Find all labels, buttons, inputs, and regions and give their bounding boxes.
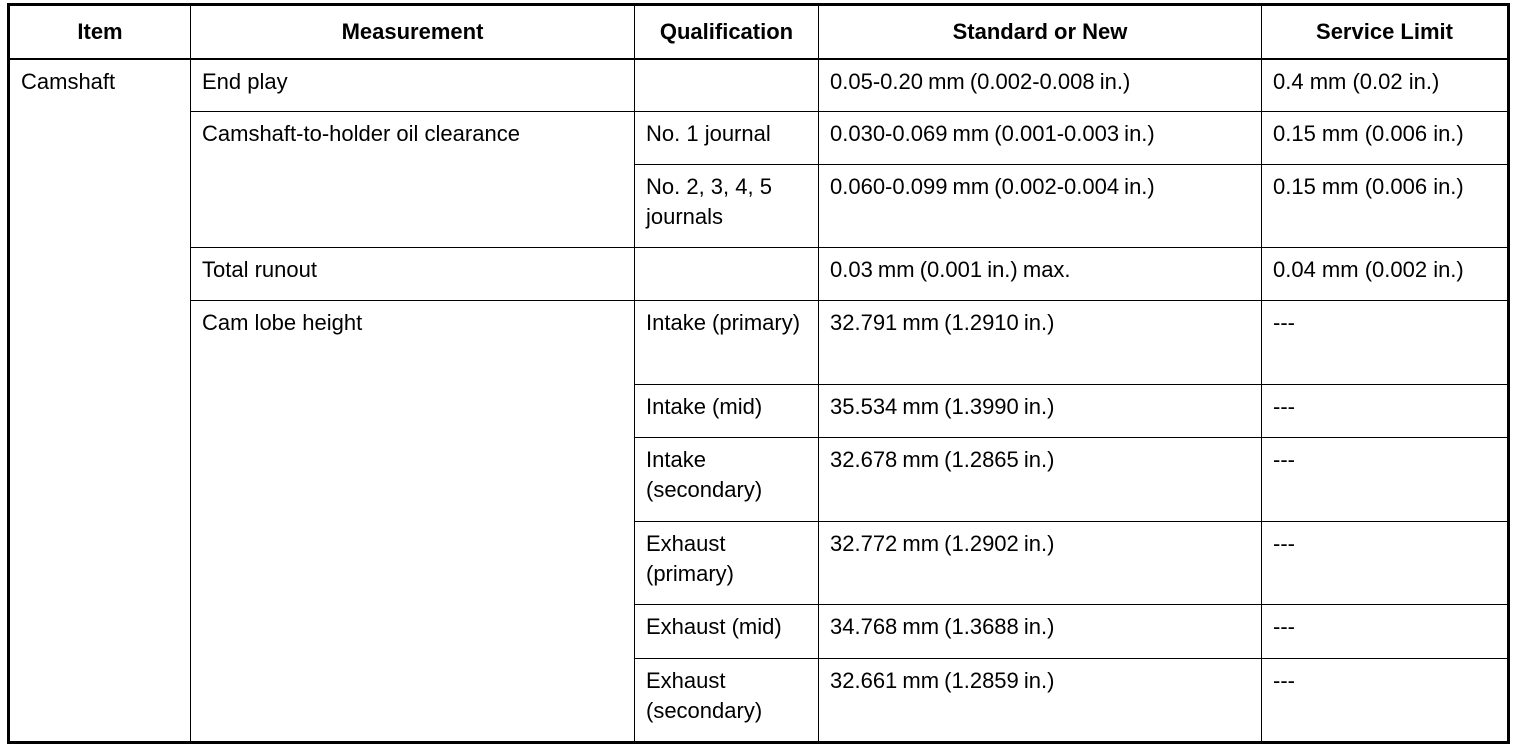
service-limit-cell: 0.04 mm (0.002 in.) — [1262, 248, 1509, 301]
standard-cell: 0.05-0.20 mm (0.002-0.008 in.) — [819, 59, 1262, 112]
item-cell: Camshaft — [9, 59, 191, 743]
service-limit-cell: 0.4 mm (0.02 in.) — [1262, 59, 1509, 112]
standard-cell: 32.791 mm (1.2910 in.) — [819, 301, 1262, 385]
service-limit-cell: --- — [1262, 659, 1509, 743]
service-limit-cell: 0.15 mm (0.006 in.) — [1262, 165, 1509, 248]
measurement-cell: End play — [191, 59, 635, 112]
qualification-cell — [635, 59, 819, 112]
header-standard: Standard or New — [819, 5, 1262, 59]
standard-cell: 32.772 mm (1.2902 in.) — [819, 522, 1262, 605]
qualification-cell: Exhaust (mid) — [635, 605, 819, 659]
qualification-cell: Exhaust (secondary) — [635, 659, 819, 743]
table-row — [9, 112, 1509, 165]
standard-cell: 32.661 mm (1.2859 in.) — [819, 659, 1262, 743]
header-row — [9, 5, 1509, 59]
measurement-cell: Camshaft-to-holder oil clearance — [191, 112, 635, 248]
standard-cell: 0.03 mm (0.001 in.) max. — [819, 248, 1262, 301]
measurement-cell: Total runout — [191, 248, 635, 301]
service-limit-cell: --- — [1262, 438, 1509, 522]
qualification-cell: No. 1 journal — [635, 112, 819, 165]
service-limit-cell: --- — [1262, 522, 1509, 605]
qualification-cell: Intake (mid) — [635, 385, 819, 438]
standard-cell: 0.030-0.069 mm (0.001-0.003 in.) — [819, 112, 1262, 165]
table-row — [9, 301, 1509, 385]
qualification-cell: Intake (primary) — [635, 301, 819, 385]
standard-cell: 32.678 mm (1.2865 in.) — [819, 438, 1262, 522]
standard-cell: 35.534 mm (1.3990 in.) — [819, 385, 1262, 438]
header-measurement: Measurement — [191, 5, 635, 59]
camshaft-spec-table — [7, 3, 1510, 744]
qualification-cell: Intake (secondary) — [635, 438, 819, 522]
header-service-limit: Service Limit — [1262, 5, 1509, 59]
measurement-cell: Cam lobe height — [191, 301, 635, 743]
standard-cell: 34.768 mm (1.3688 in.) — [819, 605, 1262, 659]
qualification-cell — [635, 248, 819, 301]
header-item: Item — [9, 5, 191, 59]
header-qualification: Qualification — [635, 5, 819, 59]
service-limit-cell: 0.15 mm (0.006 in.) — [1262, 112, 1509, 165]
table-row — [9, 59, 1509, 112]
qualification-cell: No. 2, 3, 4, 5 journals — [635, 165, 819, 248]
qualification-cell: Exhaust (primary) — [635, 522, 819, 605]
table-row — [9, 248, 1509, 301]
service-limit-cell: --- — [1262, 385, 1509, 438]
service-limit-cell: --- — [1262, 301, 1509, 385]
service-limit-cell: --- — [1262, 605, 1509, 659]
standard-cell: 0.060-0.099 mm (0.002-0.004 in.) — [819, 165, 1262, 248]
